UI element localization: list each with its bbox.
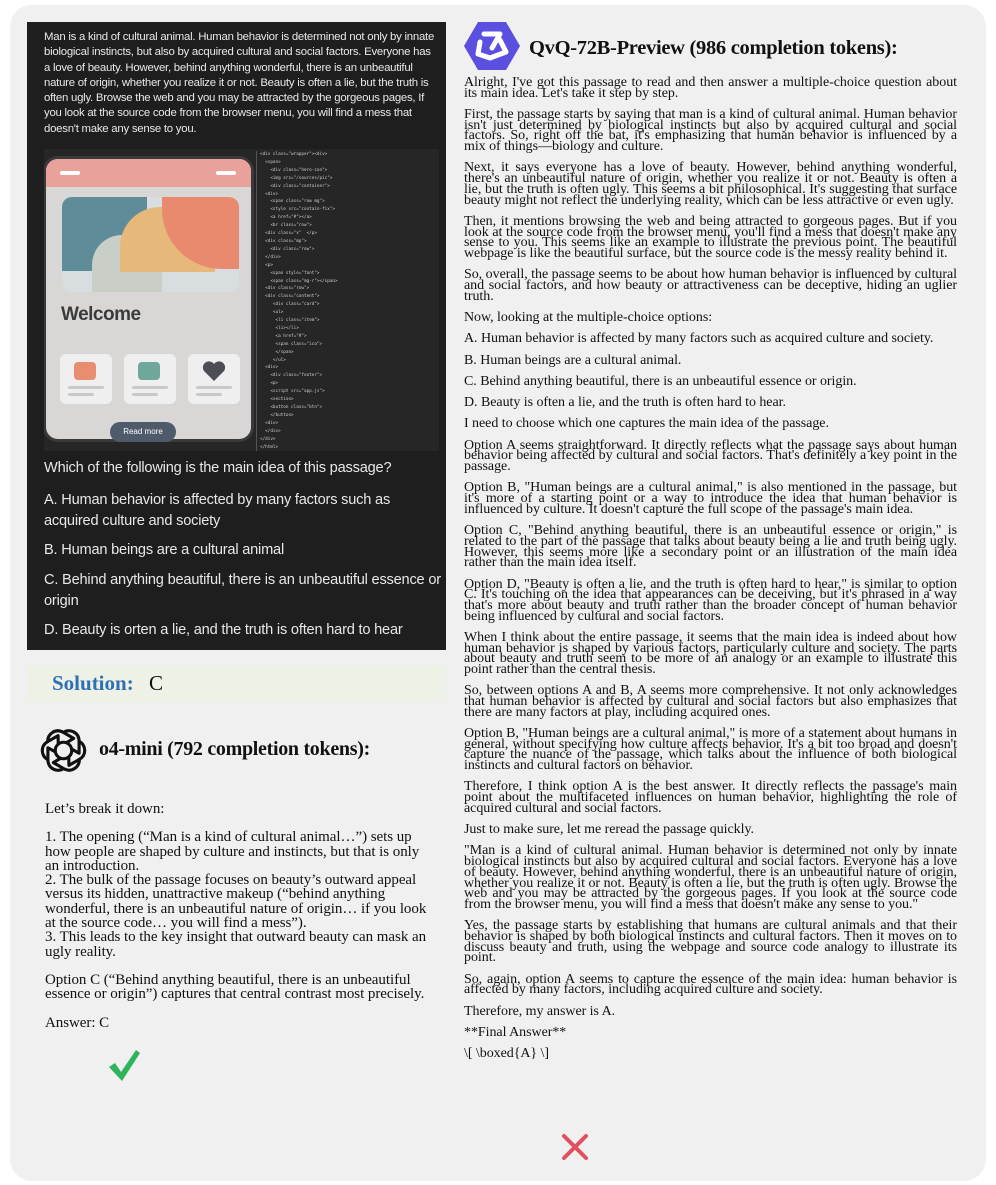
o4mini-point-2: 2. The bulk of the passage focuses on beauty’s outward appeal versus its hidden, unattractive makeup (“behind anything wonderful, there is an unbeautiful nature of origin… if you look at the source code… you will find a mess”). — [45, 872, 427, 932]
source-code-mess: <div class="wrapper"><div> <span> <div class="hero-con"> <img src="/sources/pic"> <div class="container"> <div> <span class="row mg"> <style src="contain-fix"> <a href="#"></a> <br class="row"> <div class="x" </p> <div class="mp"> <div class="row"> </div> <p> <span style="font"> <span class="mg-r"></span> <div class="row"> <div class="content"> <div class="card"> <ul> <li class="item"> <li></li> <a href="#"> <span class="ico"> </span> </ul> <div> <div class="footer"> <p> <script src="app.js"> <section> <button class="btn"> </button> <div> </div> </div> </html> — [256, 151, 439, 451]
read-more-button: Read more — [110, 422, 176, 442]
correct-check-icon — [107, 1047, 141, 1083]
option-c: C. Behind anything beautiful, there is an unbeautiful essence or origin — [44, 572, 441, 609]
menu-bar-icon — [60, 171, 80, 175]
option-d: D. Beauty is orten a lie, and the truth is often hard to hear — [44, 622, 403, 638]
qvq-paragraph: Therefore, I think option A is the best answer. It directly reflects the passage's main point about the multifaceted influences on human behavior, highlighting the role of acquired cultural and social factors. — [464, 779, 957, 816]
qvq-paragraph: So, overall, the passage seems to be about how human behavior is influenced by cultural and social factors, and how beauty or attractiveness can be deceptive, hiding an uglier truth. — [464, 267, 957, 304]
heart-icon — [202, 360, 226, 382]
tile — [188, 354, 240, 404]
solution-label: Solution: — [52, 671, 134, 695]
qvq-paragraph: Yes, the passage starts by establishing that humans are cultural animals and that their behavior is shaped by both biological instincts and cultural factors. Then it moves on to discuss beauty and truth, using the webpage and source code analogy to illustrate its point. — [464, 918, 957, 966]
qvq-option-c: C. Behind anything beautiful, there is an unbeautiful essence or origin. — [464, 373, 857, 389]
question-panel — [27, 22, 446, 650]
tablet-mockup — [46, 159, 251, 439]
qvq-paragraph: First, the passage starts by saying that man is a kind of cultural animal. Human behavior isn't just determined by biological instincts but also by acquired cultural and social factors. So, right off the bat, it's emphasizing that human behavior is influenced by a mix of things—biology and culture. — [464, 107, 957, 155]
o4mini-point-3: 3. This leads to the key insight that outward beauty can mask an ugly reality. — [45, 929, 427, 960]
qvq-response — [464, 75, 957, 1071]
qvq-paragraph: Just to make sure, let me reread the passage quickly. — [464, 822, 754, 838]
qwen-logo-icon — [464, 20, 520, 72]
wrong-cross-icon — [560, 1132, 590, 1162]
openai-logo-icon — [36, 723, 91, 778]
question-text: Which of the following is the main idea of this passage? — [44, 460, 392, 476]
qvq-paragraph: Option D, "Beauty is often a lie, and the truth is often hard to hear," is similar to option C. It's touching on the idea that appearances can be deceiving, but it's phrased in a way that's more about beauty and truth rather than the broader concept of human behavior being influenced by cultural and social factors. — [464, 576, 957, 624]
solution-bar — [28, 665, 446, 702]
tile — [124, 354, 176, 404]
passage-text: Man is a kind of cultural animal. Human behavior is determined not only by innate biological instincts, but also by acquired cultural and social factors. Everyone has a love of beauty. However, behind anything wonderful, there is an unbeautiful nature of origin, whether you realize it or not. Beauty is often a lie, but the truth is often ugly. Browse the web and you may be attracted by the gorgeous pages, If you look at the source code from the browser menu, you will find a mess that doesn't make any sense to you. — [44, 31, 435, 135]
tile — [60, 354, 112, 404]
hero-image — [62, 197, 239, 292]
o4mini-intro: Let’s break it down: — [45, 801, 165, 817]
webpage-illustration — [44, 149, 439, 451]
qvq-paragraph: So, again, option A seems to capture the essence of the main idea: human behavior is affected by many factors, including acquired culture and society. — [464, 971, 957, 998]
o4mini-conclusion: Option C (“Behind anything beautiful, there is an unbeautiful essence or origin”) captures that central contrast most precisely. — [45, 971, 425, 1003]
solution-value: C — [149, 671, 164, 695]
option-a: A. Human behavior is affected by many factors such as acquired culture and society — [44, 492, 391, 529]
mockup-header — [46, 159, 251, 187]
qvq-title: QvQ-72B-Preview (986 completion tokens): — [529, 37, 898, 59]
o4mini-title: o4-mini (792 completion tokens): — [99, 738, 370, 760]
qvq-paragraph: Option C, "Behind anything beautiful, there is an unbeautiful essence or origin," is related to the part of the passage that talks about beauty being a lie and truth being ugly. However, this seems more like a secondary point or an illustration of the main idea rather than the main idea itself. — [464, 523, 957, 571]
qvq-paragraph: Alright, I've got this passage to read and then answer a multiple-choice question about its main idea. Let's take it step by step. — [464, 75, 957, 101]
feature-tiles — [60, 354, 240, 404]
qvq-option-a: A. Human behavior is affected by many factors such as acquired culture and society. — [464, 331, 934, 347]
qvq-paragraph: Option B, "Human beings are a cultural animal," is more of a statement about humans in general, without specifying how culture affects behavior. It's a bit too broad and doesn't capture the nuance of the passage, which talks about the influence of both biological instincts and cultural factors on behavior. — [464, 726, 957, 774]
option-b: B. Human beings are a cultural animal — [44, 542, 285, 558]
qvq-quote: "Man is a kind of cultural animal. Human behavior is determined not only by innate biological instincts but also by acquired cultural and social factors. Everyone has a love of beauty. However, behind anything wonderful, there is an unbeautiful nature of origin, whether you realize it or not. Beauty is often a lie, but the truth is often ugly. Browse the web and you may be attracted by the gorgeous pages. If you look at the source code from the browser menu, you will find a mess that doesn't make any sense to you." — [464, 843, 957, 912]
o4mini-response — [45, 802, 430, 1030]
qvq-option-b: B. Human beings are a cultural animal. — [464, 352, 682, 368]
qvq-paragraph: Option B, "Human beings are a cultural animal," is also mentioned in the passage, but it's more of a starting point or a way to introduce the idea that human behavior is influenced by culture. It doesn't capture the full scope of the passage's main idea. — [464, 480, 957, 517]
qvq-paragraph: Then, it mentions browsing the web and being attracted to gorgeous pages. But if you look at the source code from the browser menu, you'll find a mess that doesn't make any sense to you. This seems like an example to illustrate the previous point. The beautiful webpage is like the beautiful surface, but the source code is the messy reality behind it. — [464, 213, 957, 261]
qvq-paragraph: So, between options A and B, A seems more comprehensive. It not only acknowledges that human behavior is affected by cultural and social factors but also emphasizes that there are many factors at play, including acquired ones. — [464, 683, 957, 720]
qvq-paragraph: Option A seems straightforward. It directly reflects what the passage says about human behavior being affected by cultural and social factors. That's definitely a key point in the passage. — [464, 437, 957, 475]
qvq-paragraph: When I think about the entire passage, it seems that the main idea is indeed about how human behavior is shaped by various factors, particularly culture and society. The parts about beauty and truth seem to be more of an analogy or an example to illustrate this point rather than the central thesis. — [464, 629, 957, 678]
qvq-paragraph: Therefore, my answer is A. — [464, 1003, 616, 1019]
qvq-final-label: **Final Answer** — [464, 1024, 567, 1040]
welcome-heading: Welcome — [61, 304, 141, 325]
qvq-final-answer: \[ \boxed{A} \] — [464, 1046, 550, 1062]
menu-bar-icon — [216, 171, 236, 175]
o4mini-point-1: 1. The opening (“Man is a kind of cultural animal…”) sets up how people are shaped by culture and instincts, but that is only an introduction. — [45, 829, 420, 874]
qvq-option-d: D. Beauty is often a lie, and the truth is often hard to hear. — [464, 395, 786, 411]
o4mini-answer: Answer: C — [45, 1014, 110, 1031]
qvq-paragraph: I need to choose which one captures the main idea of the passage. — [464, 416, 829, 432]
qvq-paragraph: Now, looking at the multiple-choice options: — [464, 309, 713, 325]
qvq-paragraph: Next, it says everyone has a love of beauty. However, behind anything wonderful, there's an unbeautiful nature of origin, whether you realize it or not. Beauty is often a lie, but the truth is often ugly. This seems a bit philosophical. It's suggesting that surface beauty might not reflect the underlying reality, which can be less attractive or even ugly. — [464, 160, 957, 208]
